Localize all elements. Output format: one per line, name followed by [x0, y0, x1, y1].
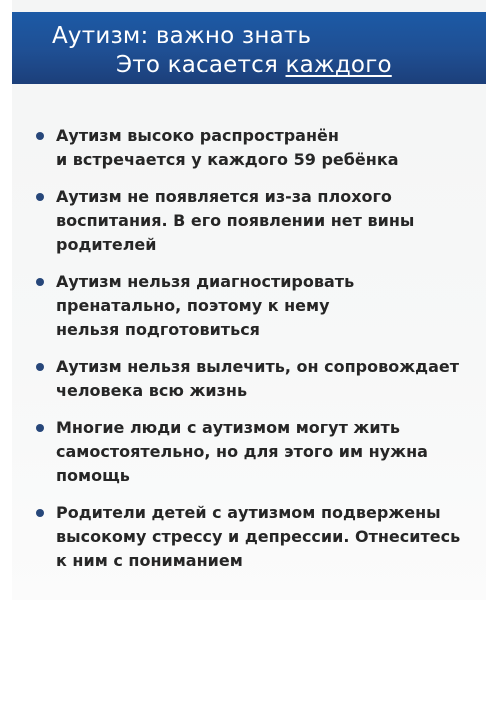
fact-text: Аутизм не появляется из-за плохого воспитания. В его появлении нет вины родителей: [56, 187, 415, 254]
fact-text: Аутизм нельзя вылечить, он сопровождает человека всю жизнь: [56, 357, 459, 400]
list-item: [36, 501, 476, 573]
bullet-dot-icon: [36, 278, 44, 286]
facts-list: [36, 124, 476, 586]
list-item: [36, 185, 476, 257]
bullet-dot-icon: [36, 363, 44, 371]
fact-text: Аутизм нельзя диагностировать пренатально, поэтому к нему нельзя подготовиться: [56, 272, 355, 339]
subtitle-prefix: Это касается: [116, 52, 286, 78]
page-title: Аутизм: важно знать: [52, 23, 312, 49]
list-item: [36, 416, 476, 488]
list-item: [36, 355, 476, 403]
bullet-dot-icon: [36, 193, 44, 201]
bullet-dot-icon: [36, 132, 44, 140]
fact-text: Родители детей с аутизмом подвержены высокому стрессу и депрессии. Отнеситесь к ним с пониманием: [56, 503, 461, 570]
fact-text: Многие люди с аутизмом могут жить самостоятельно, но для этого им нужна помощь: [56, 418, 428, 485]
page-subtitle: [116, 54, 392, 77]
subtitle-emphasis: каждого: [285, 52, 392, 78]
bullet-dot-icon: [36, 509, 44, 517]
list-item: [36, 124, 476, 172]
bullet-dot-icon: [36, 424, 44, 432]
list-item: [36, 270, 476, 342]
fact-text: Аутизм высоко распространён и встречается у каждого 59 ребёнка: [56, 126, 399, 169]
